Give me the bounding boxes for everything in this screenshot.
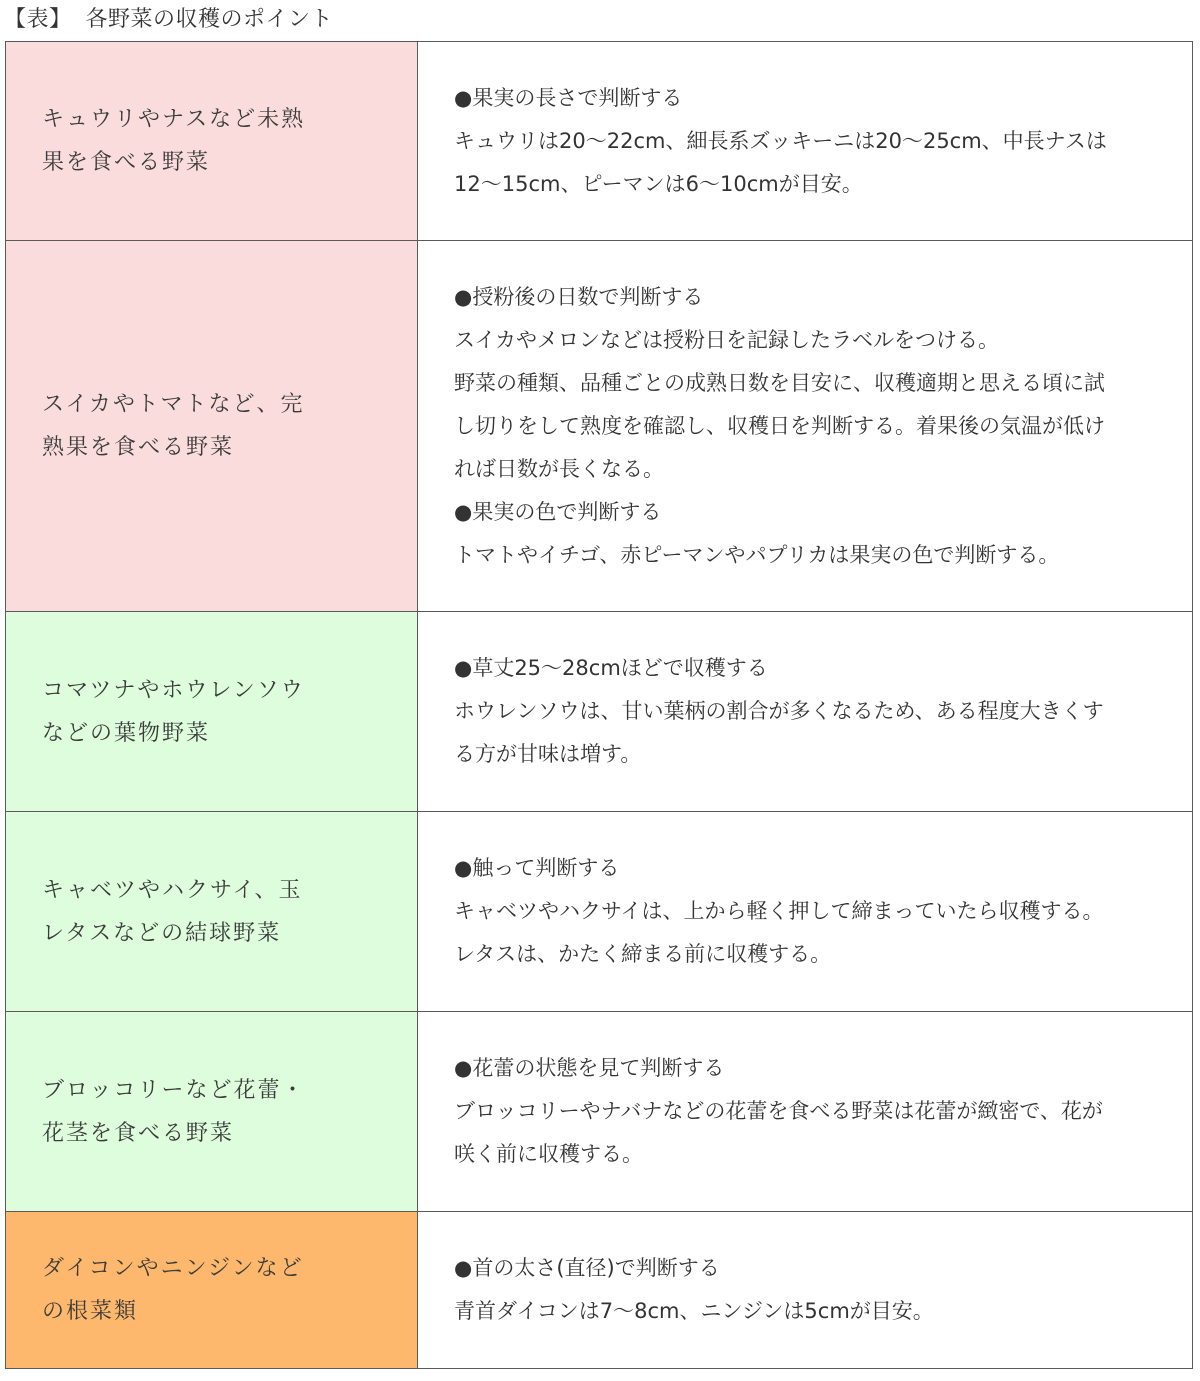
description-line: 12～15cm、ピーマンは6～10cmが目安。 xyxy=(454,171,863,196)
description-line: 青首ダイコンは7～8cm、ニンジンは5cmが目安。 xyxy=(454,1299,934,1323)
category-line: ダイコンやニンジンなど xyxy=(42,1256,304,1281)
category-line: などの葉物野菜 xyxy=(42,720,211,746)
category-line: キュウリやナスなど未熟 xyxy=(42,107,306,132)
category-line: 熟果を食べる野菜 xyxy=(42,435,235,460)
description-line: スイカやメロンなどは授粉日を記録したラベルをつける。 xyxy=(454,327,999,352)
description-line: 咲く前に収穫する。 xyxy=(454,1142,643,1166)
criterion-heading: ●果実の色で判断する xyxy=(454,499,662,524)
category-line: レタスなどの結球野菜 xyxy=(42,920,282,946)
criterion-heading: ●首の太さ(直径)で判断する xyxy=(454,1256,720,1280)
description-line: レタスは、かたく締まる前に収穫する。 xyxy=(454,942,832,966)
category-cell xyxy=(6,612,418,812)
category-line: 花茎を食べる野菜 xyxy=(42,1120,235,1146)
description-cell xyxy=(418,1212,1193,1369)
description-cell xyxy=(418,42,1193,241)
category-cell xyxy=(6,42,418,241)
description-line: ホウレンソウは、甘い葉柄の割合が多くなるため、ある程度大きくす xyxy=(454,699,1104,723)
category-line: スイカやトマトなど、完 xyxy=(42,392,305,417)
table-row-ripe-fruit xyxy=(6,241,1193,612)
description-line: る方が甘味は増す。 xyxy=(454,742,642,766)
category-cell xyxy=(6,241,418,612)
criterion-heading: ●草丈25～28cmほどで収穫する xyxy=(454,656,768,680)
criterion-heading: ●果実の長さで判断する xyxy=(454,85,683,110)
category-line: ブロッコリーなど花蕾・ xyxy=(42,1077,306,1103)
criterion-heading: ●花蕾の状態を見て判断する xyxy=(454,1056,725,1080)
category-line: 果を食べる野菜 xyxy=(42,150,211,175)
criterion-heading: ●授粉後の日数で判断する xyxy=(454,284,704,309)
table-row-flower-vegetables xyxy=(6,1012,1193,1212)
description-line: し切りをして熟度を確認し、収穫日を判断する。着果後の気温が低け xyxy=(454,413,1105,438)
description-cell xyxy=(418,812,1193,1012)
category-cell xyxy=(6,1212,418,1369)
description-line: トマトやイチゴ、赤ピーマンやパプリカは果実の色で判断する。 xyxy=(454,542,1060,567)
description-line: ブロッコリーやナバナなどの花蕾を食べる野菜は花蕾が緻密で、花が xyxy=(454,1099,1103,1123)
category-line: キャベツやハクサイ、玉 xyxy=(42,877,303,903)
description-line: キャベツやハクサイは、上から軽く押して締まっていたら収穫する。 xyxy=(454,899,1104,923)
table-caption xyxy=(4,4,333,36)
description-cell xyxy=(418,612,1193,812)
description-line: キュウリは20～22cm、細長系ズッキーニは20～25cm、中長ナスは xyxy=(454,128,1107,153)
table-row-heading-vegetables xyxy=(6,812,1193,1012)
description-cell xyxy=(418,1012,1193,1212)
category-cell xyxy=(6,812,418,1012)
category-line: の根菜類 xyxy=(42,1299,139,1324)
table-row-root-vegetables xyxy=(6,1212,1193,1369)
table-row-leafy-vegetables xyxy=(6,612,1193,812)
description-line: 野菜の種類、品種ごとの成熟日数を目安に、収穫適期と思える頃に試 xyxy=(454,370,1105,395)
category-line: コマツナやホウレンソウ xyxy=(42,677,305,703)
harvest-points-table xyxy=(5,41,1193,1369)
caption-title: 各野菜の収穫のポイント xyxy=(85,7,334,32)
criterion-heading: ●触って判断する xyxy=(454,856,620,880)
caption-label: 【表】 xyxy=(4,7,72,32)
table-row-immature-fruit xyxy=(6,42,1193,241)
description-line: れば日数が長くなる。 xyxy=(454,456,664,481)
description-cell xyxy=(418,241,1193,612)
category-cell xyxy=(6,1012,418,1212)
